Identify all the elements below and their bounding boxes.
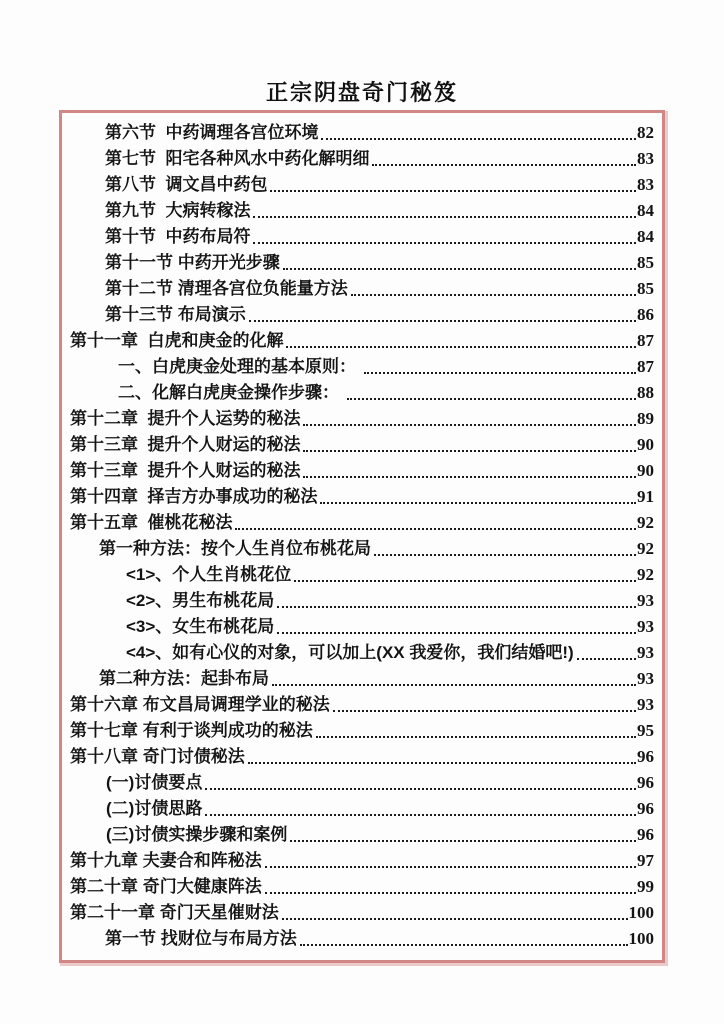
toc-entry-label: 第八节 调文昌中药包 [105, 175, 268, 194]
toc-entry-label: 第九节 大病转稼法 [105, 201, 251, 220]
toc-entry [68, 588, 654, 614]
toc-entry-page: 89 [637, 409, 654, 428]
toc-entry-label: 第十五章 催桃花秘法 [70, 513, 233, 532]
toc-dot-leader [303, 450, 636, 452]
toc-entry-page: 83 [637, 175, 654, 194]
toc-entry-page: 86 [637, 305, 654, 324]
toc-dot-leader [321, 138, 636, 140]
toc-entry-label: 第二十一章 奇门天星催财法 [70, 903, 279, 922]
toc-entry-page: 92 [637, 539, 654, 558]
toc-dot-leader [253, 216, 636, 218]
toc-entry-label: 第六节 中药调理各宫位环境 [105, 123, 319, 142]
toc-entry [68, 796, 654, 822]
toc-dot-leader [300, 944, 628, 946]
toc-dot-leader [277, 606, 636, 608]
toc-dot-leader [282, 918, 628, 920]
toc-dot-leader [265, 866, 636, 868]
toc-entry-page: 93 [637, 669, 654, 688]
toc-entry-label: 第十三章 提升个人财运的秘法 [70, 435, 301, 454]
toc-entry-page: 87 [637, 357, 654, 376]
toc-dot-leader [333, 710, 636, 712]
toc-dot-leader [205, 814, 636, 816]
toc-entry [68, 354, 654, 380]
toc-dot-leader [270, 190, 636, 192]
toc-entry-page: 95 [637, 721, 654, 740]
toc-entry-page: 88 [637, 383, 654, 402]
toc-entry [68, 874, 654, 900]
toc-entry-page: 93 [637, 695, 654, 714]
toc-entry-label: <1>、个人生肖桃花位 [126, 565, 292, 584]
toc-entry-label: 第十六章 布文昌局调理学业的秘法 [70, 695, 330, 714]
toc-entry [68, 484, 654, 510]
toc-entry-label: <4>、如有心仪的对象，可以加上(XX 我爱你，我们结婚吧!) [126, 643, 574, 662]
toc-entry-page: 93 [637, 617, 654, 636]
toc-entry [68, 432, 654, 458]
toc-entry-page: 90 [637, 435, 654, 454]
toc-entry-label: 第二十章 奇门大健康阵法 [70, 877, 262, 896]
toc-dot-leader [272, 684, 636, 686]
toc-dot-leader [283, 268, 636, 270]
toc-dot-leader [294, 580, 636, 582]
toc-entry-label: 第十二节 清理各宫位负能量方法 [105, 279, 348, 298]
toc-entry [68, 380, 654, 406]
toc-entry [68, 692, 654, 718]
toc-dot-leader [577, 658, 636, 660]
toc-entry [68, 302, 654, 328]
toc-entry [68, 822, 654, 848]
toc-entry [68, 146, 654, 172]
toc-entry-page: 83 [637, 149, 654, 168]
toc-entry [68, 770, 654, 796]
toc-entry-label: (二)讨债思路 [106, 799, 203, 818]
toc-entry [68, 250, 654, 276]
toc-entry-page: 92 [637, 565, 654, 584]
toc-dot-leader [235, 528, 636, 530]
toc-entry [68, 926, 654, 952]
toc-entry [68, 614, 654, 640]
toc-entry [68, 666, 654, 692]
toc-entry-label: 第十三章 提升个人财运的秘法 [70, 461, 301, 480]
toc-dot-leader [320, 502, 636, 504]
toc-entry [68, 172, 654, 198]
toc-entry-page: 93 [637, 643, 654, 662]
toc-entry [68, 406, 654, 432]
toc-entry-label: 第十一节 中药开光步骤 [105, 253, 280, 272]
toc-entry-label: 第十四章 择吉方办事成功的秘法 [70, 487, 318, 506]
toc-entry-page: 97 [637, 851, 654, 870]
toc-entry-label: 第十七章 有利于谈判成功的秘法 [70, 721, 313, 740]
toc-entry-page: 92 [637, 513, 654, 532]
toc-dot-leader [249, 320, 636, 322]
toc-entry-label: 第七节 阳宅各种风水中药化解明细 [105, 149, 370, 168]
toc-entry [68, 744, 654, 770]
toc-entry-label: 第一种方法：按个人生肖位布桃花局 [99, 539, 371, 558]
toc-entry-page: 85 [637, 253, 654, 272]
toc-entry-page: 84 [637, 201, 654, 220]
toc-entry [68, 120, 654, 146]
toc-entry-page: 85 [637, 279, 654, 298]
toc-dot-leader [351, 294, 636, 296]
toc-entry [68, 276, 654, 302]
toc-dot-leader [364, 372, 636, 374]
toc-entry-page: 93 [637, 591, 654, 610]
toc-entry-page: 100 [628, 903, 654, 922]
toc-dot-leader [277, 632, 636, 634]
toc-dot-leader [374, 554, 636, 556]
toc-entry-label: 二、化解白虎庚金操作步骤： [118, 383, 344, 402]
toc-entry [68, 224, 654, 250]
toc-entry-label: <3>、女生布桃花局 [126, 617, 275, 636]
toc-entry-page: 84 [637, 227, 654, 246]
toc-entry-label: 第十八章 奇门讨债秘法 [70, 747, 245, 766]
toc-entry [68, 562, 654, 588]
toc-dot-leader [347, 398, 636, 400]
toc-dot-leader [372, 164, 636, 166]
toc-entry-label: 第十一章 白虎和庚金的化解 [70, 331, 284, 350]
toc-entry-page: 82 [637, 123, 654, 142]
toc-entry-label: <2>、男生布桃花局 [126, 591, 275, 610]
toc-dot-leader [265, 892, 636, 894]
toc-dot-leader [290, 840, 636, 842]
toc-entry [68, 640, 654, 666]
toc-entry-label: 第十二章 提升个人运势的秘法 [70, 409, 301, 428]
toc-entry-page: 87 [637, 331, 654, 350]
toc-dot-leader [303, 424, 636, 426]
toc-entry [68, 328, 654, 354]
toc-entry [68, 848, 654, 874]
toc-entry-label: 第十三节 布局演示 [105, 305, 246, 324]
toc-entry-page: 91 [637, 487, 654, 506]
toc-entry-page: 96 [637, 825, 654, 844]
toc-entry-page: 90 [637, 461, 654, 480]
toc-entry-label: 第一节 找财位与布局方法 [105, 929, 297, 948]
toc-dot-leader [248, 762, 636, 764]
toc-entry [68, 510, 654, 536]
toc-dot-leader [253, 242, 636, 244]
toc-entry-label: 一、白虎庚金处理的基本原则： [118, 357, 361, 376]
toc-entry-page: 96 [637, 747, 654, 766]
toc-entry-page: 96 [637, 773, 654, 792]
toc-dot-leader [303, 476, 636, 478]
toc-entry [68, 900, 654, 926]
page-title: 正宗阴盘奇门秘笈 [265, 80, 458, 105]
toc-entry [68, 458, 654, 484]
toc-entry-page: 100 [628, 929, 654, 948]
toc-entry-label: 第十九章 夫妻合和阵秘法 [70, 851, 262, 870]
toc-entry [68, 536, 654, 562]
toc-dot-leader [286, 346, 636, 348]
toc-entry-page: 99 [637, 877, 654, 896]
toc-dot-leader [205, 788, 636, 790]
toc-entry-label: (一)讨债要点 [106, 773, 203, 792]
toc-entry [68, 198, 654, 224]
toc-entry-label: 第二种方法：起卦布局 [99, 669, 269, 688]
toc-entry [68, 718, 654, 744]
toc-entry-page: 96 [637, 799, 654, 818]
toc-entry-label: (三)讨债实操步骤和案例 [106, 825, 288, 844]
toc-dot-leader [316, 736, 636, 738]
toc-entry-label: 第十节 中药布局符 [105, 227, 251, 246]
toc-box [59, 110, 665, 963]
